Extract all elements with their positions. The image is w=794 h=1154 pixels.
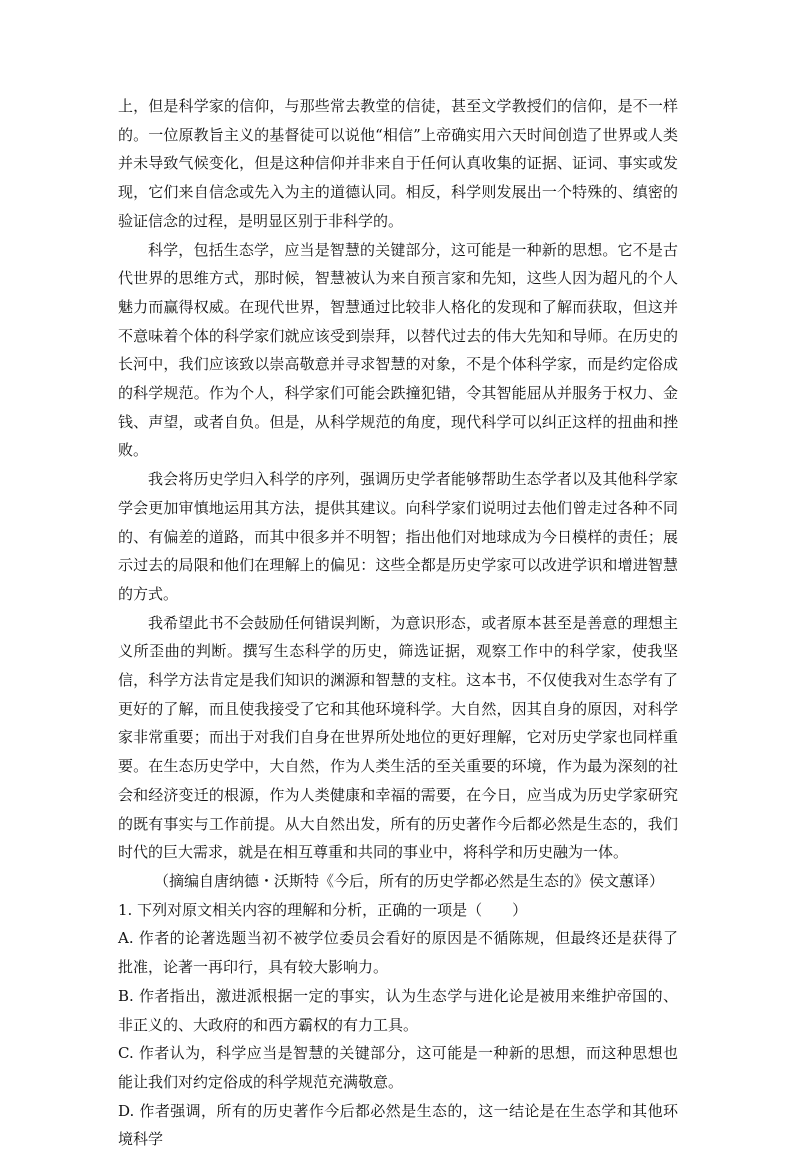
- paragraph-1: 上，但是科学家的信仰，与那些常去教堂的信徒，甚至文学教授们的信仰，是不一样的。一位原教旨主义的基督徒可以说他“相信”上帝确实用六天时间创造了世界或人类并未导致气候变化，但是这种信仰并非来自于任何认真收集的证据、证词、事实或发现，它们来自信念或先入为主的道德认同。相反，科学则发展出一个特殊的、缜密的验证信念的过程，是明显区别于非科学的。: [118, 97, 678, 230]
- option-a: A. 作者的论著选题当初不被学位委员会看好的原因是不循陈规，但最终还是获得了批准，论著一再印行，具有较大影响力。: [118, 929, 678, 977]
- option-b: B. 作者指出，激进派根据一定的事实，认为生态学与进化论是被用来维护帝国的、非正义的、大政府的和西方霸权的有力工具。: [118, 986, 678, 1034]
- option-c: C. 作者认为，科学应当是智慧的关键部分，这可能是一种新的思想，而这种思想也能让我们对约定俗成的科学规范充满敬意。: [118, 1044, 678, 1091]
- paragraph-3: 我会将历史学归入科学的序列，强调历史学者能够帮助生态学者以及其他科学家学会更加审慎地运用其方法，提供其建议。向科学家们说明过去他们曾走过各种不同的、有偏差的道路，而其中很多并不明智；指出他们对地球成为今日模样的责任；展示过去的局限和他们在理解上的偏见：这些全都是历史学家可以改进学识和增进智慧的方式。: [118, 470, 678, 603]
- question-stem: 1. 下列对原文相关内容的理解和分析，正确的一项是（ ）: [118, 900, 528, 919]
- document-page: [118, 92, 678, 1154]
- paragraph-4: 我希望此书不会鼓励任何错误判断，为意识形态，或者原本甚至是善意的理想主义所歪曲的判断。撰写生态科学的历史，筛选证据，观察工作中的科学家，使我坚信，科学方法肯定是我们知识的渊源和智慧的支柱。这本书，不仅使我对生态学有了更好的了解，而且使我接受了它和其他环境科学。大自然，因其自身的原因，对科学家非常重要；而出于对我们自身在世界所处地位的更好理解，它对历史学家也同样重要。在生态历史学中，大自然，作为人类生活的至关重要的环境，作为最为深刻的社会和经济变迁的根源，作为人类健康和幸福的需要，在今日，应当成为历史学家研究的既有事实与工作前提。从大自然出发，所有的历史著作今后都必然是生态的，我们时代的巨大需求，就是在相互尊重和共同的事业中，将科学和历史融为一体。: [118, 613, 678, 862]
- paragraph-2: 科学，包括生态学，应当是智慧的关键部分，这可能是一种新的思想。它不是古代世界的思维方式，那时候，智慧被认为来自预言家和先知，这些人因为超凡的个人魅力而赢得权威。在现代世界，智慧通过比较非人格化的发现和了解而获取，但这并不意味着个体的科学家们就应该受到崇拜，以替代过去的伟大先知和导师。在历史的长河中，我们应该致以崇高敬意并寻求智慧的对象，不是个体科学家，而是约定俗成的科学规范。作为个人，科学家们可能会跌撞犯错，令其智能屈从并服务于权力、金钱、声望，或者自负。但是，从科学规范的角度，现代科学可以纠正这样的扭曲和挫败。: [118, 240, 678, 460]
- option-d: D. 作者强调，所有的历史著作今后都必然是生态的，这一结论是在生态学和其他环境科学: [118, 1101, 678, 1149]
- source-citation: （摘编自唐纳德・沃斯特《今后，所有的历史学都必然是生态的》侯文蕙译）: [153, 871, 664, 890]
